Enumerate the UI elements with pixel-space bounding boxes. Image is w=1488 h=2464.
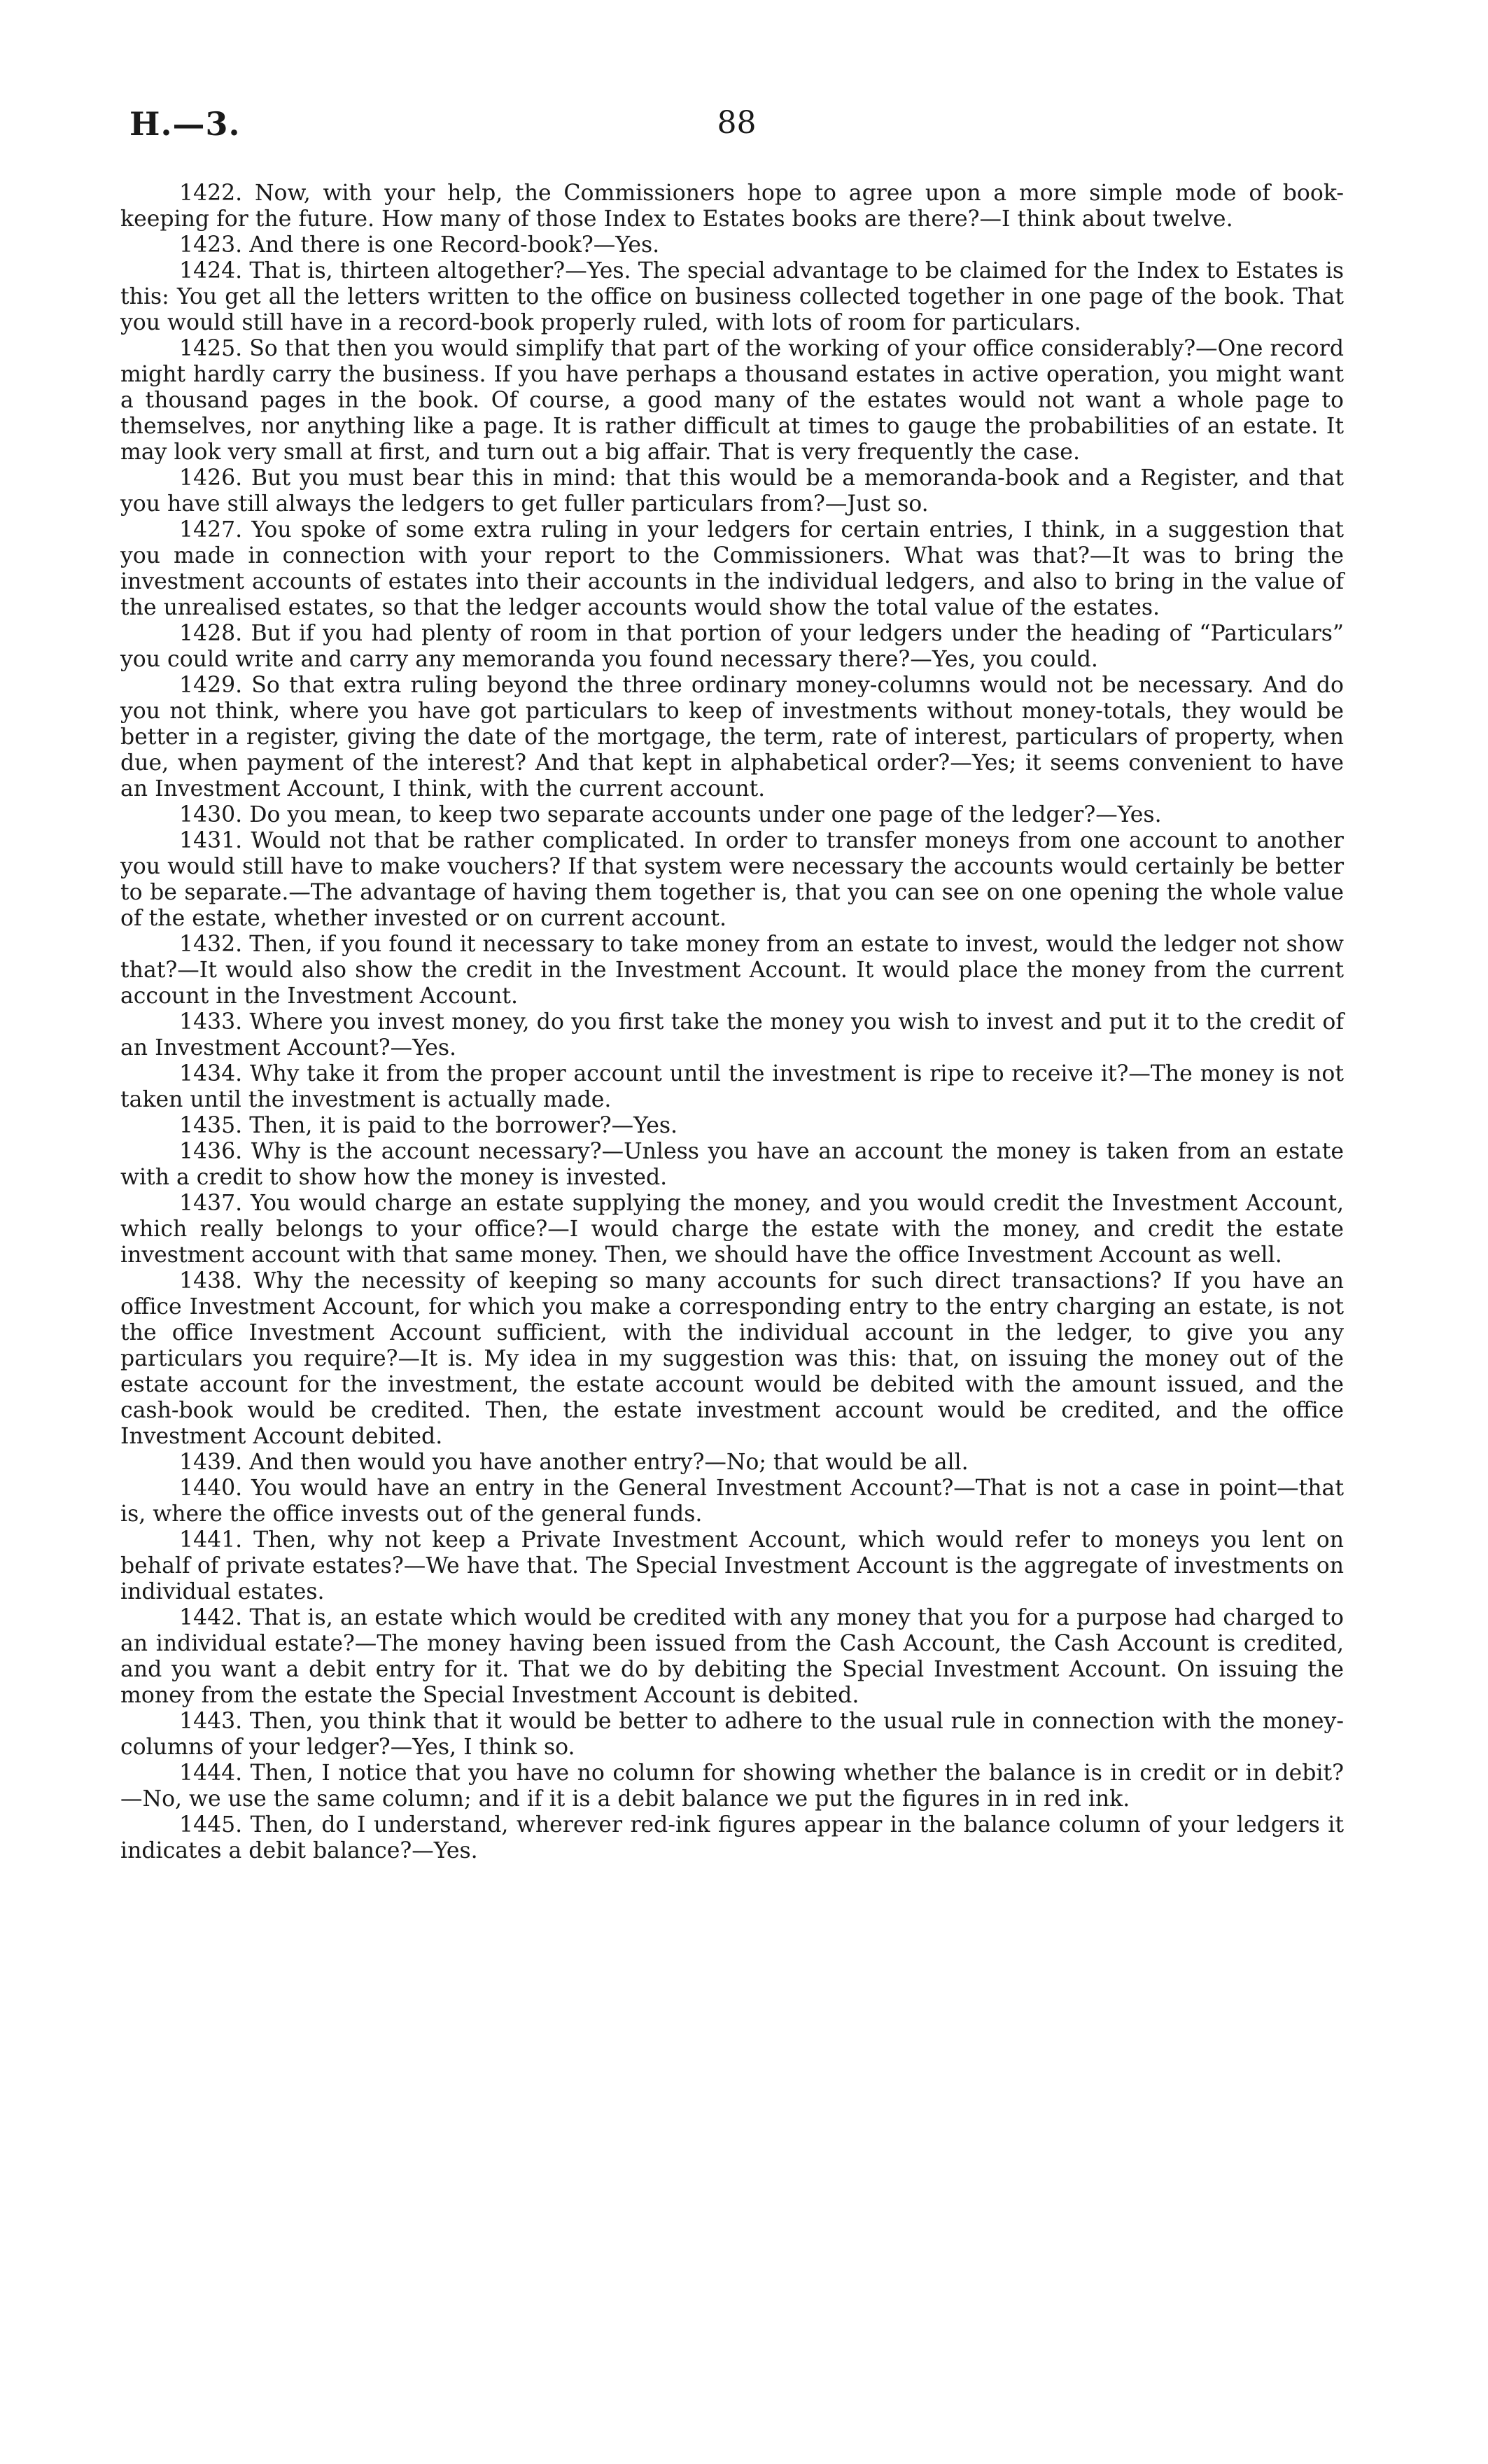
document-code: H.—3. — [129, 105, 241, 143]
paragraph-1434: 1434. Why take it from the proper account until the investment is ripe to receive it?—The money is not taken until the investment is actually made. — [120, 1061, 1344, 1112]
paragraph-1439: 1439. And then would you have another entry?—No; that would be all. — [179, 1450, 969, 1475]
paragraph-1429: 1429. So that extra ruling beyond the three ordinary money-columns would not be necessary. And do you not think, where you have got particulars to keep of investments without money-totals, they would be better in a register, giving the date of the mortgage, the term, rate of interest, particulars of property, when due, when payment of the interest? And that kept in alphabetical order?—Yes; it seems convenient to have an Investment Account, I think, with the current account. — [120, 673, 1344, 802]
document-body — [120, 181, 1344, 1864]
paragraph-1431: 1431. Would not that be rather complicated. In order to transfer moneys from one account to another you would still have to make vouchers? If that system were necessary the accounts would certainly be better to be separate.—The advantage of having them together is, that you can see on one opening the whole value of the estate, whether invested or on current account. — [120, 828, 1344, 931]
paragraph-1428: 1428. But if you had plenty of room in that portion of your ledgers under the heading of “Particulars” you could write and carry any memoranda you found necessary there?—Yes, you could. — [120, 621, 1344, 672]
paragraph-1441: 1441. Then, why not keep a Private Investment Account, which would refer to moneys you lent on behalf of private estates?—We have that. The Special Investment Account is the aggregate of investments on individual estates. — [120, 1527, 1344, 1604]
paragraph-1436: 1436. Why is the account necessary?—Unless you have an account the money is taken from an estate with a credit to show how the money is invested. — [120, 1139, 1344, 1190]
paragraph-1430: 1430. Do you mean, to keep two separate accounts under one page of the ledger?—Yes. — [179, 802, 1162, 827]
paragraph-1427: 1427. You spoke of some extra ruling in your ledgers for certain entries, I think, in a suggestion that you made in connection with your report to the Commissioners. What was that?—It was to bring the investment accounts of estates into their accounts in the individual ledgers, and also to bring in the value of the unrealised estates, so that the ledger accounts would show the total value of the estates. — [120, 517, 1344, 620]
paragraph-1422: 1422. Now, with your help, the Commissioners hope to agree upon a more simple mode of book-keeping for the future. How many of those Index to Estates books are there?—I think about twelve. — [120, 181, 1344, 232]
paragraph-1442: 1442. That is, an estate which would be credited with any money that you for a purpose had charged to an individual estate?—The money having been issued from the Cash Account, the Cash Account is credited, and you want a debit entry for it. That we do by debiting the Special Investment Account. On issuing the money from the estate the Special Investment Account is debited. — [120, 1605, 1344, 1708]
paragraph-1438: 1438. Why the necessity of keeping so many accounts for such direct transactions? If you have an office Investment Account, for which you make a corresponding entry to the entry charging an estate, is not the office Investment Account sufficient, with the individual account in the ledger, to give you any particulars you require?—It is. My idea in my suggestion was this: that, on issuing the money out of the estate account for the investment, the estate account would be debited with the amount issued, and the cash-book would be credited. Then, the estate investment account would be credited, and the office Investment Account debited. — [120, 1268, 1344, 1449]
paragraph-1440: 1440. You would have an entry in the General Investment Account?—That is not a case in point—that is, where the office invests out of the general funds. — [120, 1476, 1344, 1527]
paragraph-1444: 1444. Then, I notice that you have no column for showing whether the balance is in credit or in debit?—No, we use the same column; and if it is a debit balance we put the figures in in red ink. — [120, 1760, 1344, 1812]
paragraph-1425: 1425. So that then you would simplify that part of the working of your office considerably?—One record might hardly carry the business. If you have perhaps a thousand estates in active operation, you might want a thousand pages in the book. Of course, a good many of the estates would not want a whole page to themselves, nor anything like a page. It is rather difficult at times to gauge the probabilities of an estate. It may look very small at first, and turn out a big affair. That is very frequently the case. — [120, 336, 1344, 465]
paragraph-1443: 1443. Then, you think that it would be better to adhere to the usual rule in connection with the money-columns of your ledger?—Yes, I think so. — [120, 1709, 1344, 1760]
paragraph-1433: 1433. Where you invest money, do you first take the money you wish to invest and put it to the credit of an Investment Account?—Yes. — [120, 1009, 1344, 1060]
paragraph-1426: 1426. But you must bear this in mind: that this would be a memoranda-book and a Register, and that you have still always the ledgers to get fuller particulars from?—Just so. — [120, 465, 1344, 517]
paragraph-1445: 1445. Then, do I understand, wherever red-ink figures appear in the balance column of your ledgers it indicates a debit balance?—Yes. — [120, 1812, 1344, 1863]
page-header — [129, 105, 1344, 147]
paragraph-1424: 1424. That is, thirteen altogether?—Yes. The special advantage to be claimed for the Index to Estates is this: You get all the letters written to the office on business collected together in one page of the book. That you would still have in a record-book properly ruled, with lots of room for particulars. — [120, 258, 1344, 335]
paragraph-1437: 1437. You would charge an estate supplying the money, and you would credit the Investment Account, which really belongs to your office?—I would charge the estate with the money, and credit the estate investment account with that same money. Then, we should have the office Investment Account as well. — [120, 1191, 1344, 1268]
paragraph-1432: 1432. Then, if you found it necessary to take money from an estate to invest, would the ledger not show that?—It would also show the credit in the Investment Account. It would place the money from the current account in the Investment Account. — [120, 932, 1344, 1009]
paragraph-1423: 1423. And there is one Record-book?—Yes. — [179, 232, 660, 258]
paragraph-1435: 1435. Then, it is paid to the borrower?—Yes. — [179, 1113, 678, 1138]
page-number: 88 — [717, 105, 757, 141]
